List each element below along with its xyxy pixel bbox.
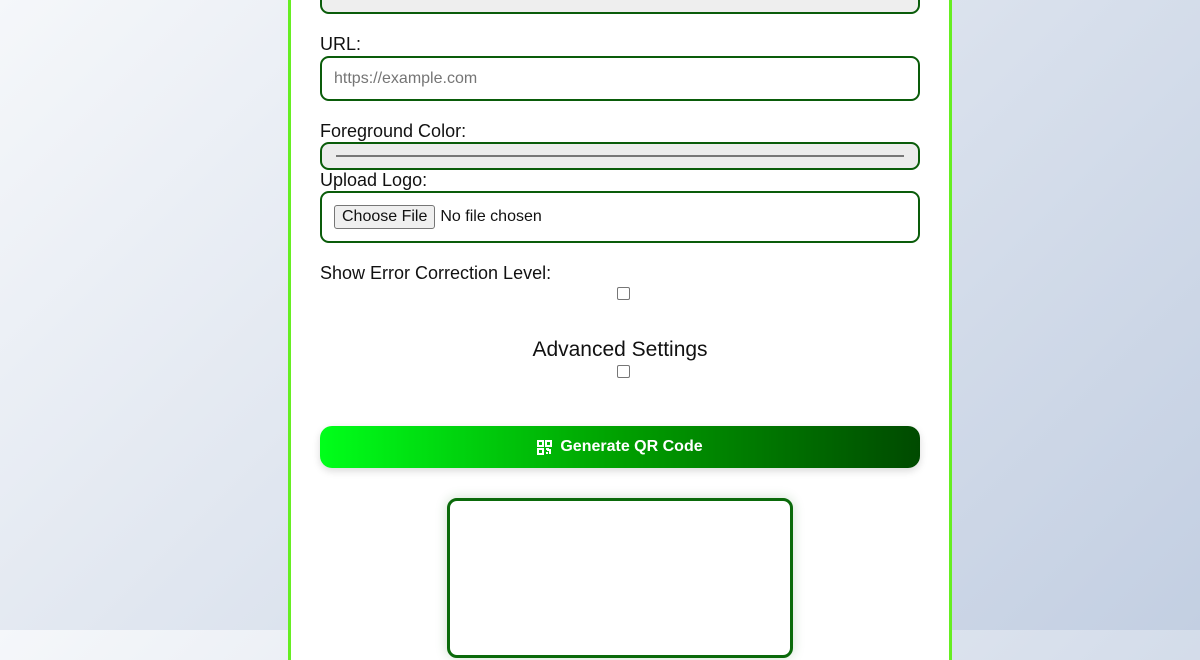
advanced-settings-heading: Advanced Settings	[532, 338, 708, 361]
choose-file-button[interactable]: Choose File	[334, 205, 435, 229]
error-level-label: Show Error Correction Level:	[320, 263, 552, 283]
previous-input[interactable]	[320, 0, 920, 14]
upload-logo-label: Upload Logo:	[320, 170, 428, 190]
qr-code-icon	[537, 440, 552, 455]
generate-qr-button[interactable]	[320, 426, 920, 468]
url-input[interactable]	[320, 56, 920, 101]
logo-file-input[interactable]	[320, 191, 920, 243]
file-status: No file chosen	[440, 208, 542, 225]
qr-preview-box	[447, 498, 793, 658]
color-swatch	[336, 155, 904, 157]
fg-color-input[interactable]	[320, 142, 920, 170]
advanced-settings-checkbox[interactable]	[617, 365, 630, 378]
url-label: URL:	[320, 34, 362, 54]
generate-label: Generate QR Code	[560, 438, 703, 455]
error-level-checkbox[interactable]	[617, 287, 630, 300]
fg-color-label: Foreground Color:	[320, 121, 467, 141]
